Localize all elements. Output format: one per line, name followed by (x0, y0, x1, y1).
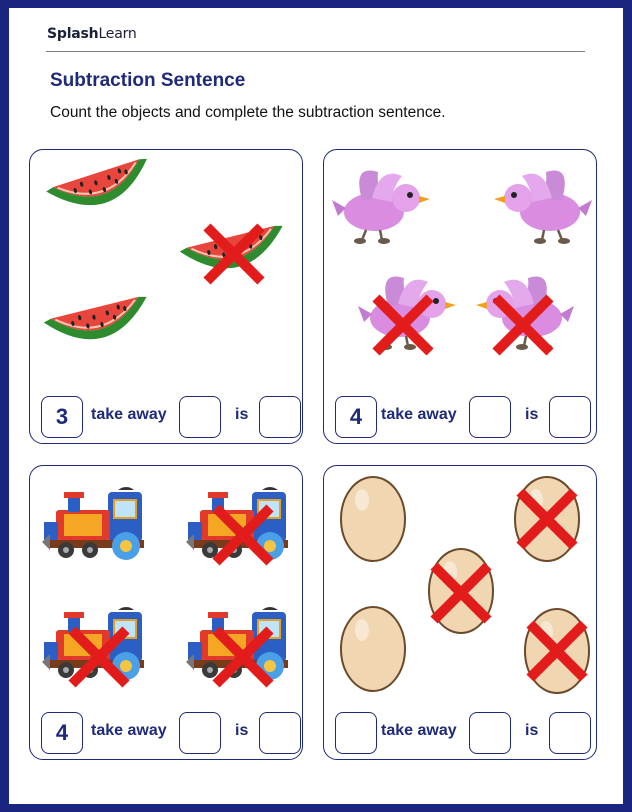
worksheet-page (9, 8, 623, 804)
problem-card-trains (29, 465, 303, 760)
watermelon-illustrations (30, 150, 304, 390)
take-away-label: take away (91, 406, 167, 423)
is-label: is (235, 406, 249, 423)
bird-icon (494, 171, 592, 244)
bird-icon (476, 277, 574, 350)
total-box: 3 (41, 396, 83, 438)
egg-icon (341, 477, 405, 561)
total-box: 4 (335, 396, 377, 438)
take-away-label: take away (381, 406, 457, 423)
result-answer-box[interactable] (549, 712, 591, 754)
problem-card-eggs (323, 465, 597, 760)
take-away-answer-box[interactable] (469, 712, 511, 754)
instructions: Count the objects and complete the subtraction sentence. (50, 104, 446, 121)
bird-icon (358, 277, 456, 350)
take-away-label: take away (91, 722, 167, 739)
total-box[interactable] (335, 712, 377, 754)
bird-illustrations (324, 150, 598, 390)
result-answer-box[interactable] (259, 396, 301, 438)
subtraction-sentence (335, 712, 585, 754)
is-label: is (525, 406, 539, 423)
problem-card-birds (323, 149, 597, 444)
take-away-label: take away (381, 722, 457, 739)
egg-icon (341, 607, 405, 691)
is-label: is (525, 722, 539, 739)
egg-illustrations (324, 466, 598, 706)
bird-icon (332, 171, 430, 244)
subtraction-sentence (41, 712, 291, 754)
page-title: Subtraction Sentence (50, 70, 246, 91)
result-answer-box[interactable] (259, 712, 301, 754)
train-illustrations (30, 466, 304, 706)
take-away-answer-box[interactable] (179, 712, 221, 754)
take-away-answer-box[interactable] (469, 396, 511, 438)
total-box: 4 (41, 712, 83, 754)
result-answer-box[interactable] (549, 396, 591, 438)
is-label: is (235, 722, 249, 739)
watermelon-icon (46, 157, 156, 219)
header-divider (46, 51, 585, 52)
take-away-answer-box[interactable] (179, 396, 221, 438)
subtraction-sentence (41, 396, 291, 438)
problem-card-watermelon (29, 149, 303, 444)
watermelon-icon (43, 295, 153, 351)
toy-train-icon (42, 487, 144, 560)
subtraction-sentence (335, 396, 585, 438)
brand-logo: SplashLearn (47, 26, 137, 42)
